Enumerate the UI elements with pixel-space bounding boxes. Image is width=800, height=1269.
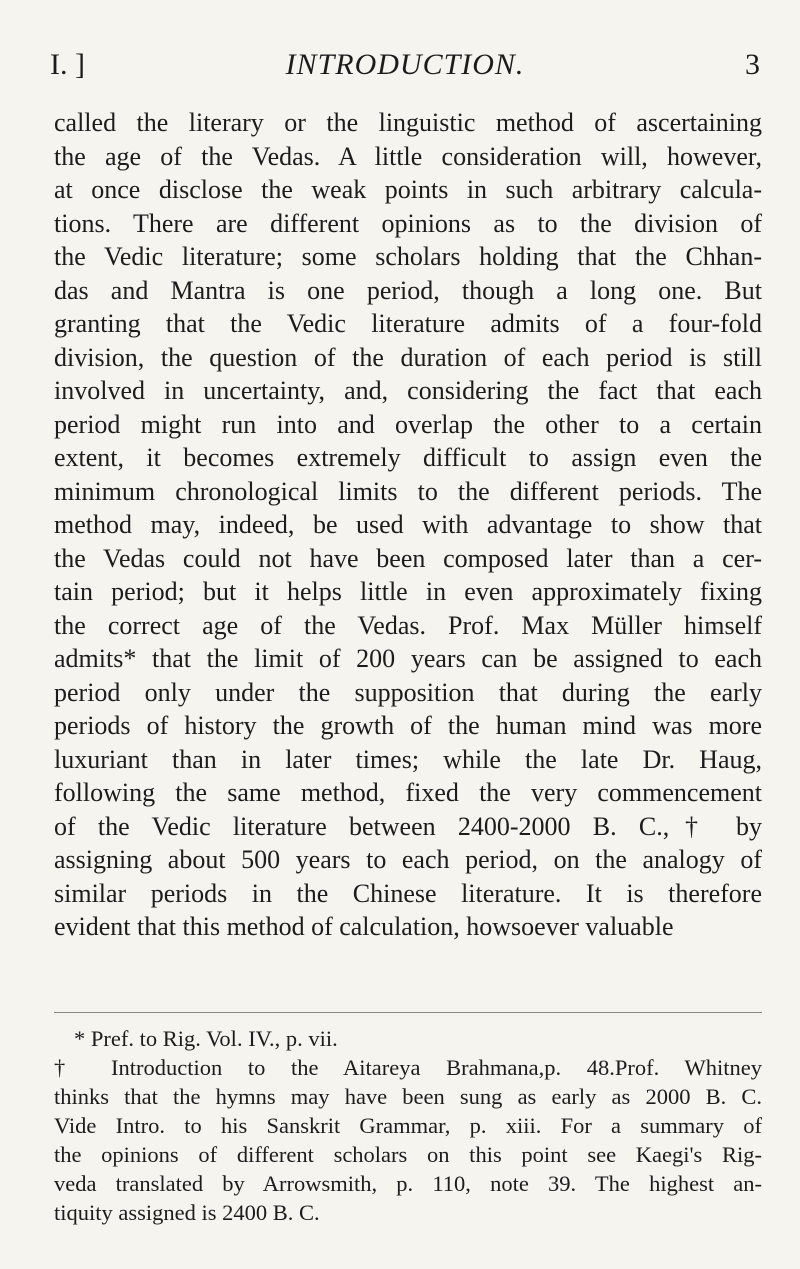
body-line: method may, indeed, be used with advantage to show that [54, 510, 762, 539]
page-number: 3 [745, 48, 760, 81]
footnote-line: veda translated by Arrowsmith, p. 110, note 39. The highest an- [54, 1171, 762, 1196]
body-line: minimum chronological limits to the different periods. The [54, 476, 762, 506]
body-line: of the Vedic literature between 2400-2000 B. C.,† by [54, 811, 762, 841]
running-header [50, 48, 760, 88]
footnotes [54, 1024, 762, 1227]
body-line: tain period; but it helps little in even approximately fixing [54, 577, 762, 606]
body-line: the correct age of the Vedas. Prof. Max Müller himself [54, 610, 762, 640]
body-line: the age of the Vedas. A little consideration will, however, [54, 141, 762, 171]
body-line: das and Mantra is one period, though a long one. But [54, 275, 762, 305]
section-marker: I. ] [50, 48, 85, 81]
body-line: following the same method, fixed the very commencement [54, 778, 762, 807]
body-line: period only under the supposition that during the early [54, 677, 762, 707]
body-line: luxuriant than in later times; while the late Dr. Haug, [54, 744, 762, 774]
body-line: at once disclose the weak points in such arbitrary calcula- [54, 175, 762, 204]
body-line: periods of history the growth of the human mind was more [54, 711, 762, 740]
body-line: involved in uncertainty, and, considering the fact that each [54, 376, 762, 405]
body-line: called the literary or the linguistic method of ascertaining [54, 108, 762, 137]
body-line: the Vedas could not have been composed later than a cer- [54, 543, 762, 573]
footnote-line: tiquity assigned is 2400 B. C. [54, 1200, 320, 1225]
body-line: evident that this method of calculation, howsoever valuable [54, 912, 674, 941]
body-line: tions. There are different opinions as to the division of [54, 208, 762, 238]
footnote-line: the opinions of different scholars on this point see Kaegi's Rig- [54, 1142, 762, 1167]
body-line: period might run into and overlap the other to a certain [54, 409, 762, 439]
footnote-divider [54, 1012, 762, 1013]
body-line: admits* that the limit of 200 years can be assigned to each [54, 644, 762, 673]
body-line: assigning about 500 years to each period, on the analogy of [54, 845, 762, 874]
footnote-line: Vide Intro. to his Sanskrit Grammar, p. xiii. For a summary of [54, 1113, 762, 1138]
footnote-line: * Pref. to Rig. Vol. IV., p. vii. [74, 1026, 338, 1051]
body-text [54, 106, 762, 944]
body-line: division, the question of the duration of each period is still [54, 342, 762, 372]
body-line: the Vedic literature; some scholars holding that the Chhan- [54, 242, 762, 271]
footnote-line: † Introduction to the Aitareya Brahmana,p. 48.Prof. Whitney [54, 1055, 762, 1080]
body-line: similar periods in the Chinese literature. It is therefore [54, 878, 762, 908]
body-line: granting that the Vedic literature admits of a four-fold [54, 309, 762, 338]
running-title: INTRODUCTION. [285, 48, 525, 81]
body-line: extent, it becomes extremely difficult to assign even the [54, 443, 762, 472]
footnote-line: thinks that the hymns may have been sung as early as 2000 B. C. [54, 1084, 762, 1109]
